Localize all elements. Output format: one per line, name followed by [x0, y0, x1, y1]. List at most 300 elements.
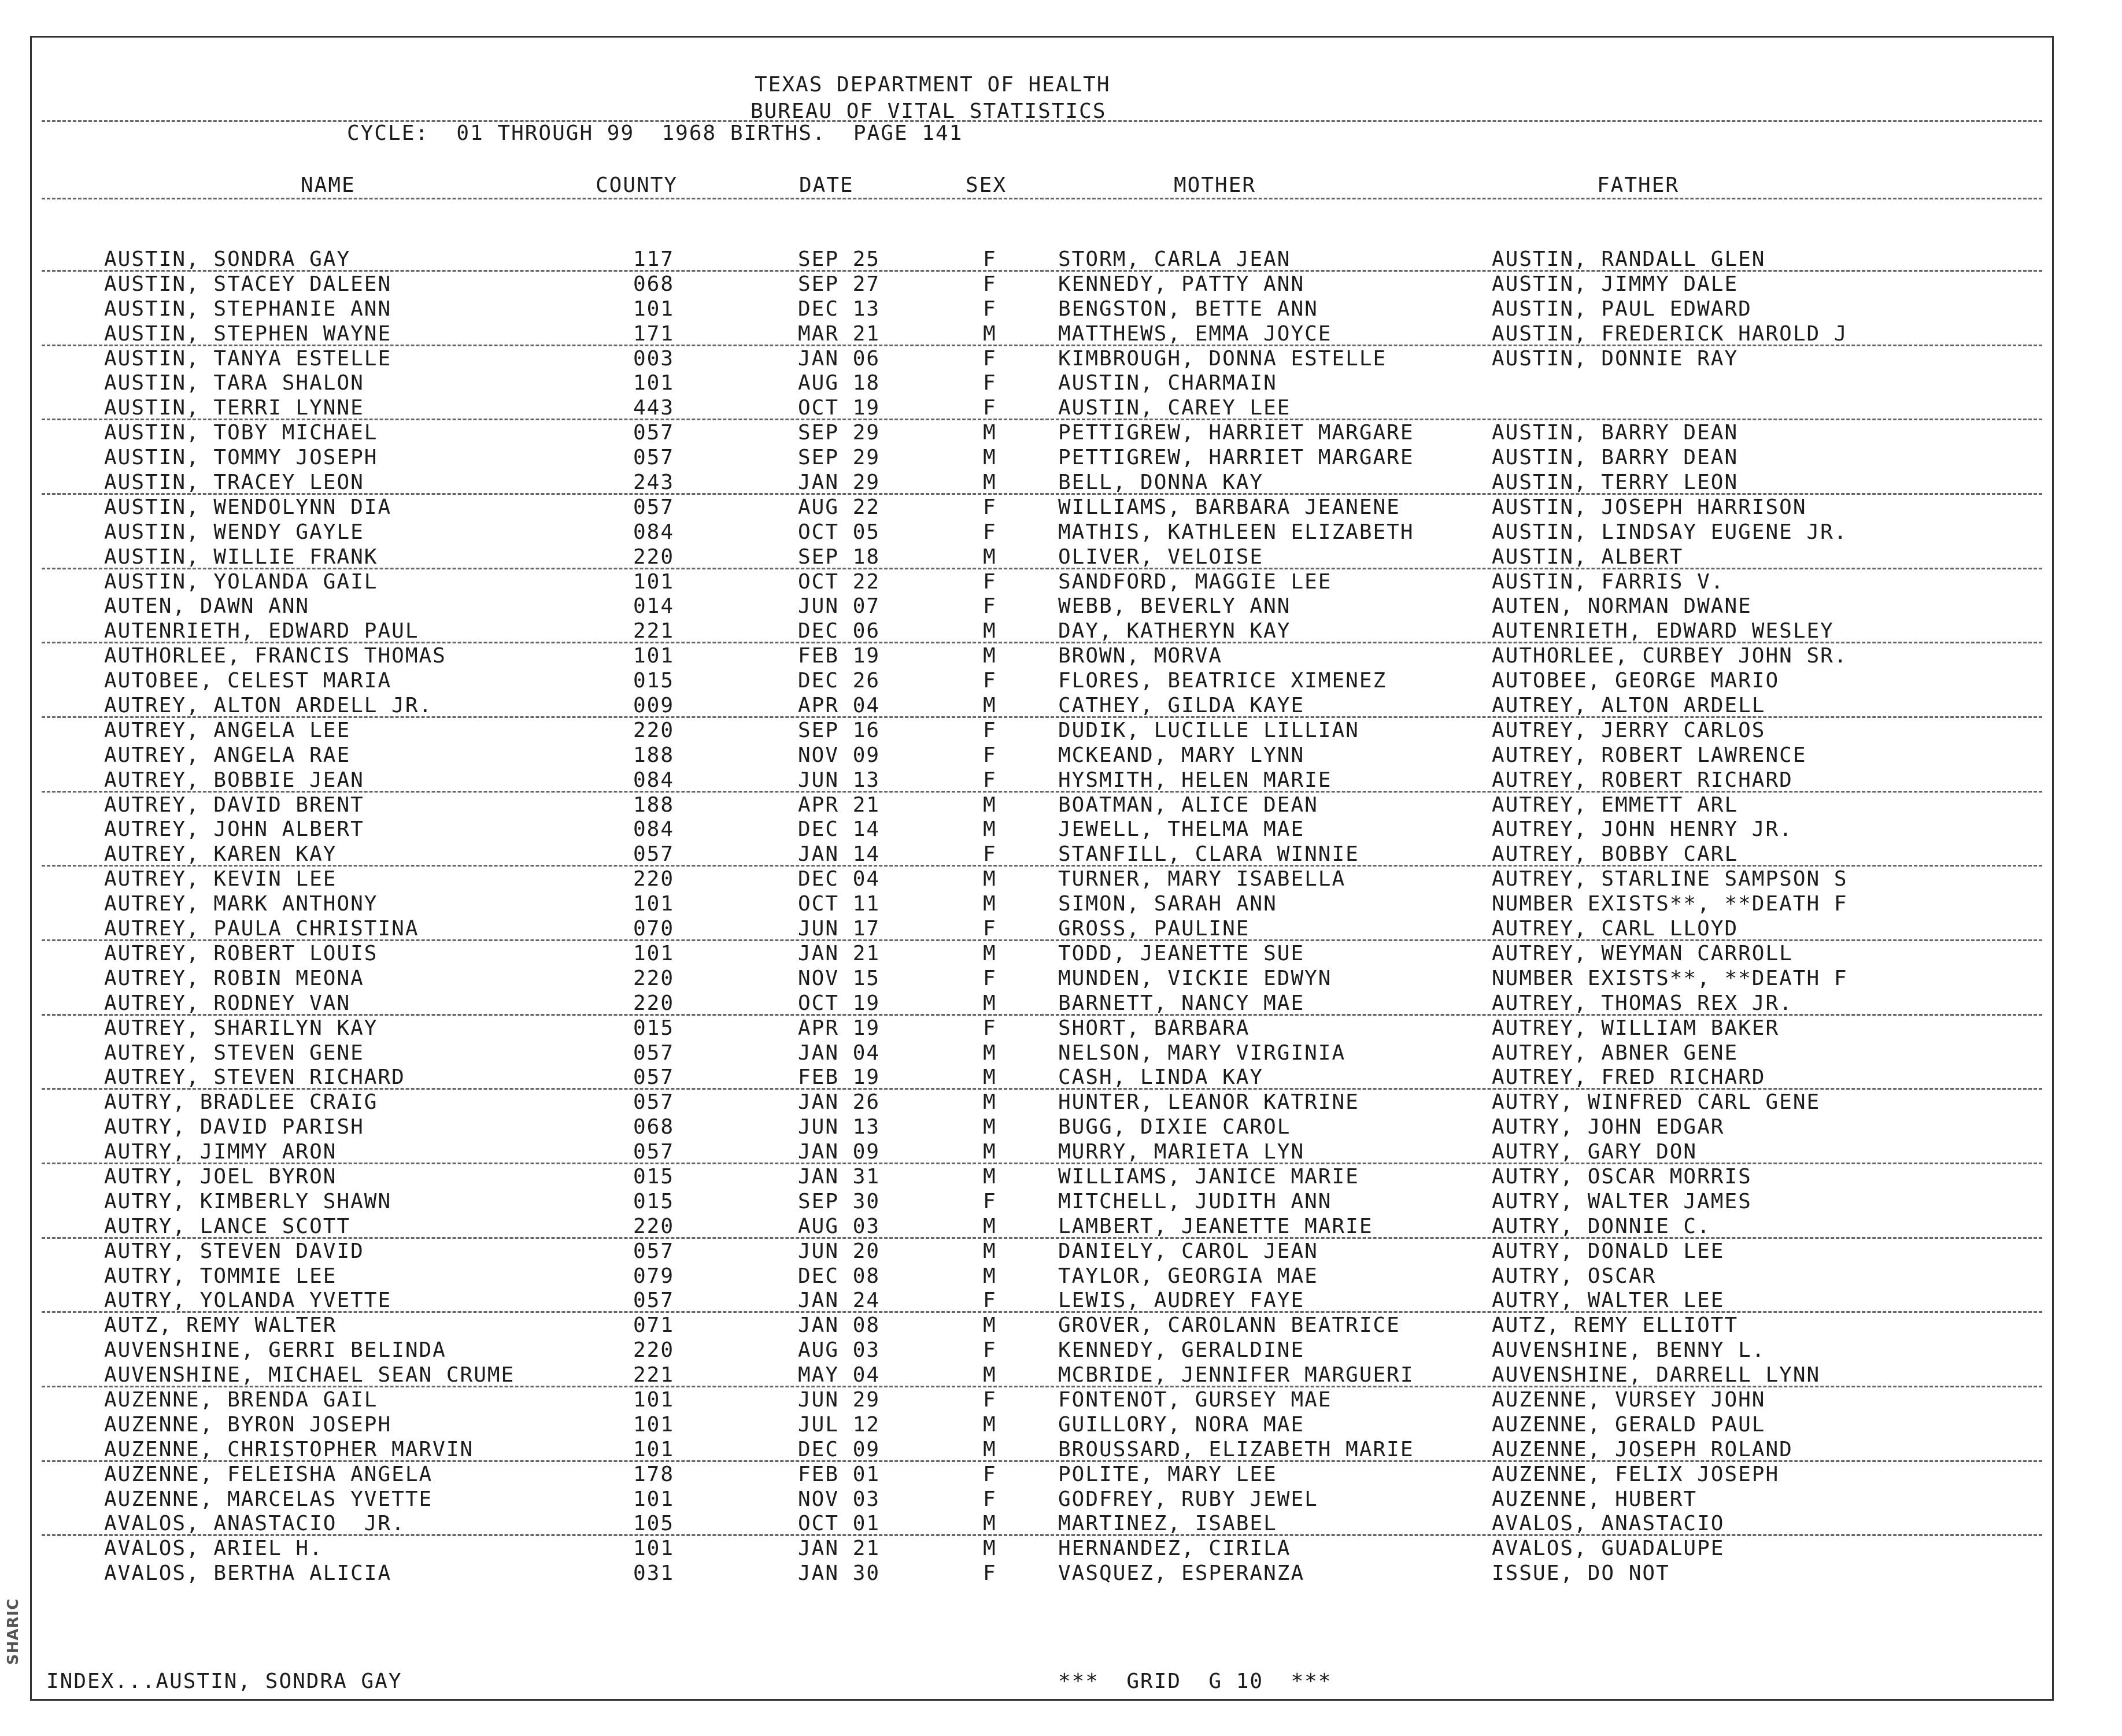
cell-mother: OLIVER, VELOISE	[1058, 545, 1264, 569]
cell-county: 057	[633, 1090, 675, 1115]
cell-date: AUG 03	[798, 1214, 881, 1238]
cell-name: AUVENSHINE, GERRI BELINDA	[104, 1338, 446, 1363]
cell-father: AUTREY, CARL LLOYD	[1492, 917, 1739, 941]
cell-mother: HERNANDEZ, CIRILA	[1058, 1537, 1291, 1561]
cell-county: 057	[633, 1140, 675, 1164]
table-row	[0, 1513, 2122, 1538]
cell-mother: KENNEDY, PATTY ANN	[1058, 272, 1305, 296]
table-row	[0, 472, 2122, 497]
cell-date: APR 21	[798, 793, 881, 817]
cell-name: AUTREY, STEVEN GENE	[104, 1041, 364, 1065]
cell-sex: F	[983, 842, 997, 867]
cell-sex: M	[983, 1090, 997, 1115]
cell-sex: M	[983, 1140, 997, 1164]
cell-father: ISSUE, DO NOT	[1492, 1561, 1670, 1586]
cell-sex: F	[983, 1338, 997, 1363]
column-header-divider	[42, 198, 2042, 199]
cell-sex: M	[983, 1363, 997, 1387]
cell-sex: M	[983, 1164, 997, 1189]
cell-father: AUTREY, ABNER GENE	[1492, 1041, 1739, 1065]
cell-father: NUMBER EXISTS**, **DEATH F	[1492, 892, 1848, 916]
cell-mother: MATTHEWS, EMMA JOYCE	[1058, 321, 1332, 346]
cell-sex: M	[983, 421, 997, 445]
cell-county: 220	[633, 991, 675, 1015]
cell-county: 220	[633, 966, 675, 990]
cell-county: 101	[633, 644, 675, 668]
table-row	[0, 843, 2122, 868]
cell-name: AVALOS, BERTHA ALICIA	[104, 1561, 392, 1586]
cell-name: AUZENNE, CHRISTOPHER MARVIN	[104, 1437, 474, 1461]
cell-sex: M	[983, 1239, 997, 1263]
cell-date: JUN 17	[798, 917, 881, 941]
cell-mother: BOATMAN, ALICE DEAN	[1058, 793, 1318, 817]
cell-father: AUTOBEE, GEORGE MARIO	[1492, 669, 1780, 693]
column-header-county: COUNTY	[596, 173, 678, 197]
table-row	[0, 447, 2122, 472]
cell-name: AUSTIN, STEPHEN WAYNE	[104, 321, 392, 346]
cell-name: AUTRY, JOEL BYRON	[104, 1164, 337, 1189]
cell-county: 015	[633, 669, 675, 693]
cell-date: JUN 29	[798, 1387, 881, 1412]
cell-date: JUN 13	[798, 1115, 881, 1139]
table-row	[0, 1116, 2122, 1141]
bureau-title: BUREAU OF VITAL STATISTICS	[751, 99, 1107, 123]
cell-name: AUTRY, STEVEN DAVID	[104, 1239, 364, 1263]
cell-mother: JEWELL, THELMA MAE	[1058, 817, 1305, 842]
cell-sex: F	[983, 1462, 997, 1486]
column-header-father: FATHER	[1597, 173, 1680, 197]
cell-county: 101	[633, 1537, 675, 1561]
table-row	[0, 1166, 2122, 1191]
cell-sex: F	[983, 1289, 997, 1313]
cell-name: AUTREY, ANGELA LEE	[104, 718, 351, 742]
cell-mother: TURNER, MARY ISABELLA	[1058, 867, 1346, 891]
cell-county: 057	[633, 1065, 675, 1090]
cell-name: AUTRY, JIMMY ARON	[104, 1140, 337, 1164]
cell-date: NOV 15	[798, 966, 881, 990]
cell-name: AUZENNE, BYRON JOSEPH	[104, 1412, 392, 1437]
column-header-sex: SEX	[966, 173, 1007, 197]
page-title: TEXAS DEPARTMENT OF HEALTH	[755, 73, 1111, 97]
cell-father: AUTRY, OSCAR	[1492, 1264, 1657, 1288]
cell-name: AUTOBEE, CELEST MARIA	[104, 669, 392, 693]
cell-date: JAN 09	[798, 1140, 881, 1164]
cell-county: 101	[633, 1412, 675, 1437]
cell-name: AUSTIN, SONDRA GAY	[104, 247, 351, 271]
cell-mother: PETTIGREW, HARRIET MARGARE	[1058, 421, 1414, 445]
cell-sex: M	[983, 545, 997, 569]
cell-father: AUTREY, ALTON ARDELL	[1492, 694, 1766, 718]
cell-mother: MCKEAND, MARY LYNN	[1058, 743, 1305, 767]
cell-county: 071	[633, 1313, 675, 1338]
cell-sex: F	[983, 272, 997, 296]
cell-date: JAN 14	[798, 842, 881, 867]
cell-father: AUTREY, EMMETT ARL	[1492, 793, 1739, 817]
table-row	[0, 397, 2122, 422]
records-table	[0, 249, 2122, 1587]
cell-date: OCT 11	[798, 892, 881, 916]
cell-county: 220	[633, 545, 675, 569]
cell-sex: F	[983, 1189, 997, 1213]
cell-name: AUTREY, JOHN ALBERT	[104, 817, 364, 842]
cell-date: JAN 30	[798, 1561, 881, 1586]
cell-county: 031	[633, 1561, 675, 1586]
table-row	[0, 1290, 2122, 1315]
cell-father: AUSTIN, JIMMY DALE	[1492, 272, 1739, 296]
cell-sex: F	[983, 520, 997, 544]
cell-father: AUTREY, WILLIAM BAKER	[1492, 1016, 1780, 1040]
cell-father: AUVENSHINE, BENNY L.	[1492, 1338, 1766, 1363]
cell-father: AVALOS, ANASTACIO	[1492, 1512, 1725, 1536]
cell-sex: M	[983, 1537, 997, 1561]
cell-sex: F	[983, 1387, 997, 1412]
cell-date: DEC 08	[798, 1264, 881, 1288]
cell-county: 070	[633, 917, 675, 941]
cell-date: JUN 13	[798, 768, 881, 792]
cell-name: AUTRY, LANCE SCOTT	[104, 1214, 351, 1238]
table-row	[0, 1439, 2122, 1464]
cell-date: NOV 09	[798, 743, 881, 767]
cell-name: AUTREY, KAREN KAY	[104, 842, 337, 867]
cell-father: AUTHORLEE, CURBEY JOHN SR.	[1492, 644, 1848, 668]
cell-father: AUSTIN, ALBERT	[1492, 545, 1684, 569]
cell-date: SEP 18	[798, 545, 881, 569]
table-row	[0, 1141, 2122, 1166]
cell-name: AUSTIN, WENDOLYNN DIA	[104, 495, 392, 519]
cell-mother: GUILLORY, NORA MAE	[1058, 1412, 1305, 1437]
cell-county: 188	[633, 793, 675, 817]
cell-mother: TODD, JEANETTE SUE	[1058, 941, 1305, 965]
cell-name: AUTREY, RODNEY VAN	[104, 991, 351, 1015]
cell-mother: DANIELY, CAROL JEAN	[1058, 1239, 1318, 1263]
cell-mother: MITCHELL, JUDITH ANN	[1058, 1189, 1332, 1213]
cell-father: AUTREY, WEYMAN CARROLL	[1492, 941, 1793, 965]
cell-name: AUSTIN, STACEY DALEEN	[104, 272, 392, 296]
side-stamp: SHARIC	[5, 1598, 22, 1665]
table-row	[0, 868, 2122, 893]
cell-mother: AUSTIN, CHARMAIN	[1058, 371, 1277, 395]
table-row	[0, 1042, 2122, 1067]
table-row	[0, 745, 2122, 769]
cell-father: AUTENRIETH, EDWARD WESLEY	[1492, 619, 1834, 643]
cell-date: OCT 19	[798, 991, 881, 1015]
cell-sex: M	[983, 694, 997, 718]
cell-date: SEP 29	[798, 446, 881, 470]
cell-date: JAN 24	[798, 1289, 881, 1313]
cell-father: AUZENNE, VURSEY JOHN	[1492, 1387, 1766, 1412]
cell-name: AUTREY, ROBERT LOUIS	[104, 941, 378, 965]
table-row	[0, 1216, 2122, 1241]
cell-date: OCT 19	[798, 396, 881, 420]
cell-mother: LEWIS, AUDREY FAYE	[1058, 1289, 1305, 1313]
cell-county: 220	[633, 1338, 675, 1363]
cell-name: AUTREY, STEVEN RICHARD	[104, 1065, 405, 1090]
cell-sex: F	[983, 768, 997, 792]
cell-date: JAN 21	[798, 941, 881, 965]
cell-mother: DUDIK, LUCILLE LILLIAN	[1058, 718, 1359, 742]
cell-mother: BENGSTON, BETTE ANN	[1058, 297, 1318, 321]
cell-date: MAR 21	[798, 321, 881, 346]
cell-name: AUSTIN, WENDY GAYLE	[104, 520, 364, 544]
cell-mother: GROVER, CAROLANN BEATRICE	[1058, 1313, 1400, 1338]
table-row	[0, 1191, 2122, 1216]
cell-county: 243	[633, 471, 675, 495]
cell-mother: FONTENOT, GURSEY MAE	[1058, 1387, 1332, 1412]
cell-mother: GROSS, PAULINE	[1058, 917, 1250, 941]
cell-sex: M	[983, 1041, 997, 1065]
cell-name: AUTRY, YOLANDA YVETTE	[104, 1289, 392, 1313]
cell-county: 220	[633, 718, 675, 742]
cell-mother: SANDFORD, MAGGIE LEE	[1058, 569, 1332, 594]
cell-sex: M	[983, 471, 997, 495]
cell-county: 014	[633, 594, 675, 619]
cell-mother: GODFREY, RUBY JEWEL	[1058, 1487, 1318, 1511]
cell-mother: SHORT, BARBARA	[1058, 1016, 1250, 1040]
table-row	[0, 645, 2122, 670]
cell-mother: KIMBROUGH, DONNA ESTELLE	[1058, 346, 1387, 371]
table-row	[0, 968, 2122, 993]
cell-sex: M	[983, 619, 997, 643]
cell-county: 101	[633, 892, 675, 916]
cell-father: AUTREY, BOBBY CARL	[1492, 842, 1739, 867]
cell-father: AUTRY, OSCAR MORRIS	[1492, 1164, 1752, 1189]
cell-name: AUTRY, KIMBERLY SHAWN	[104, 1189, 392, 1213]
cell-name: AUZENNE, MARCELAS YVETTE	[104, 1487, 433, 1511]
cell-father: AUTRY, WALTER JAMES	[1492, 1189, 1752, 1213]
cell-county: 443	[633, 396, 675, 420]
table-row	[0, 422, 2122, 447]
cell-sex: M	[983, 1412, 997, 1437]
cell-name: AUTREY, PAULA CHRISTINA	[104, 917, 419, 941]
cell-mother: STANFILL, CLARA WINNIE	[1058, 842, 1359, 867]
cell-name: AUSTIN, TRACEY LEON	[104, 471, 364, 495]
cell-date: DEC 13	[798, 297, 881, 321]
cell-date: SEP 29	[798, 421, 881, 445]
cell-father: AUZENNE, FELIX JOSEPH	[1492, 1462, 1780, 1486]
table-row	[0, 521, 2122, 546]
table-row	[0, 497, 2122, 521]
cell-county: 178	[633, 1462, 675, 1486]
cell-mother: BROWN, MORVA	[1058, 644, 1223, 668]
cell-date: JUN 07	[798, 594, 881, 619]
cell-name: AUTHORLEE, FRANCIS THOMAS	[104, 644, 446, 668]
cell-sex: M	[983, 321, 997, 346]
cell-name: AUSTIN, STEPHANIE ANN	[104, 297, 392, 321]
cell-name: AVALOS, ANASTACIO JR.	[104, 1512, 405, 1536]
cell-date: FEB 19	[798, 1065, 881, 1090]
cell-father: AUTREY, STARLINE SAMPSON S	[1492, 867, 1848, 891]
cell-county: 079	[633, 1264, 675, 1288]
cell-father: AUTREY, ROBERT LAWRENCE	[1492, 743, 1807, 767]
cell-date: OCT 05	[798, 520, 881, 544]
cell-county: 101	[633, 941, 675, 965]
cell-father: AUTREY, FRED RICHARD	[1492, 1065, 1766, 1090]
cell-father: AVALOS, GUADALUPE	[1492, 1537, 1725, 1561]
table-row	[0, 273, 2122, 298]
cell-county: 105	[633, 1512, 675, 1536]
cell-father: AUSTIN, RANDALL GLEN	[1492, 247, 1766, 271]
cell-father: AUSTIN, LINDSAY EUGENE JR.	[1492, 520, 1848, 544]
cell-father: AUSTIN, TERRY LEON	[1492, 471, 1739, 495]
cell-mother: VASQUEZ, ESPERANZA	[1058, 1561, 1305, 1586]
cell-sex: M	[983, 941, 997, 965]
cell-county: 221	[633, 619, 675, 643]
table-row	[0, 1241, 2122, 1265]
cell-father: AUSTIN, PAUL EDWARD	[1492, 297, 1752, 321]
index-footer: INDEX...AUSTIN, SONDRA GAY	[46, 1670, 402, 1693]
cell-county: 101	[633, 1437, 675, 1461]
table-row	[0, 720, 2122, 745]
cell-father: AUSTIN, BARRY DEAN	[1492, 421, 1739, 445]
header-divider	[42, 120, 2042, 122]
cell-county: 084	[633, 817, 675, 842]
table-row	[0, 1315, 2122, 1339]
cell-name: AUTREY, ALTON ARDELL JR.	[104, 694, 433, 718]
cell-name: AUTRY, DAVID PARISH	[104, 1115, 364, 1139]
cell-county: 015	[633, 1164, 675, 1189]
cell-sex: M	[983, 1115, 997, 1139]
cell-mother: WEBB, BEVERLY ANN	[1058, 594, 1291, 619]
cell-mother: POLITE, MARY LEE	[1058, 1462, 1277, 1486]
cell-mother: MCBRIDE, JENNIFER MARGUERI	[1058, 1363, 1414, 1387]
table-row	[0, 1017, 2122, 1042]
table-row	[0, 819, 2122, 843]
cell-sex: M	[983, 1264, 997, 1288]
cell-father: AUSTIN, FARRIS V.	[1492, 569, 1725, 594]
cell-date: AUG 18	[798, 371, 881, 395]
cell-mother: AUSTIN, CAREY LEE	[1058, 396, 1291, 420]
table-row	[0, 298, 2122, 323]
cell-mother: CASH, LINDA KAY	[1058, 1065, 1264, 1090]
cell-name: AUTREY, BOBBIE JEAN	[104, 768, 364, 792]
cell-father: NUMBER EXISTS**, **DEATH F	[1492, 966, 1848, 990]
cell-sex: F	[983, 495, 997, 519]
cell-mother: TAYLOR, GEORGIA MAE	[1058, 1264, 1318, 1288]
cell-sex: M	[983, 1512, 997, 1536]
cell-mother: MARTINEZ, ISABEL	[1058, 1512, 1277, 1536]
cell-county: 101	[633, 569, 675, 594]
cell-sex: F	[983, 371, 997, 395]
cell-sex: M	[983, 1313, 997, 1338]
cell-name: AUTREY, ANGELA RAE	[104, 743, 351, 767]
cell-father: AUTREY, JERRY CARLOS	[1492, 718, 1766, 742]
cell-name: AUTEN, DAWN ANN	[104, 594, 310, 619]
cell-date: FEB 01	[798, 1462, 881, 1486]
cell-name: AUSTIN, TOBY MICHAEL	[104, 421, 378, 445]
cell-name: AUTREY, MARK ANTHONY	[104, 892, 378, 916]
cell-father: AUZENNE, GERALD PAUL	[1492, 1412, 1766, 1437]
column-header-mother: MOTHER	[1174, 173, 1256, 197]
cell-name: AUZENNE, BRENDA GAIL	[104, 1387, 378, 1412]
cell-date: JAN 29	[798, 471, 881, 495]
grid-footer: *** GRID G 10 ***	[1058, 1670, 1332, 1693]
cell-father: AUTRY, GARY DON	[1492, 1140, 1698, 1164]
cell-sex: M	[983, 644, 997, 668]
cell-date: SEP 25	[798, 247, 881, 271]
cell-county: 068	[633, 272, 675, 296]
cell-father: AUZENNE, JOSEPH ROLAND	[1492, 1437, 1793, 1461]
cell-name: AUTREY, KEVIN LEE	[104, 867, 337, 891]
cell-mother: CATHEY, GILDA KAYE	[1058, 694, 1305, 718]
cell-county: 015	[633, 1016, 675, 1040]
cell-mother: SIMON, SARAH ANN	[1058, 892, 1277, 916]
table-row	[0, 1538, 2122, 1563]
table-row	[0, 1563, 2122, 1587]
table-row	[0, 1389, 2122, 1414]
cell-sex: F	[983, 569, 997, 594]
cell-sex: M	[983, 793, 997, 817]
table-row	[0, 1067, 2122, 1091]
cell-sex: F	[983, 346, 997, 371]
cell-name: AUSTIN, YOLANDA GAIL	[104, 569, 378, 594]
table-row	[0, 348, 2122, 373]
cell-county: 057	[633, 495, 675, 519]
cell-date: OCT 22	[798, 569, 881, 594]
cycle-line: CYCLE: 01 THROUGH 99 1968 BIRTHS. PAGE 141	[347, 121, 963, 145]
cell-county: 009	[633, 694, 675, 718]
cell-sex: F	[983, 917, 997, 941]
cell-mother: MURRY, MARIETA LYN	[1058, 1140, 1305, 1164]
cell-date: AUG 03	[798, 1338, 881, 1363]
cell-father: AUTRY, JOHN EDGAR	[1492, 1115, 1725, 1139]
cell-county: 101	[633, 371, 675, 395]
cell-father: AUVENSHINE, DARRELL LYNN	[1492, 1363, 1821, 1387]
cell-date: DEC 14	[798, 817, 881, 842]
cell-sex: F	[983, 1016, 997, 1040]
cell-date: APR 19	[798, 1016, 881, 1040]
cell-sex: F	[983, 1561, 997, 1586]
cell-county: 015	[633, 1189, 675, 1213]
cell-county: 057	[633, 1239, 675, 1263]
cell-date: FEB 19	[798, 644, 881, 668]
cell-name: AVALOS, ARIEL H.	[104, 1537, 323, 1561]
cell-mother: NELSON, MARY VIRGINIA	[1058, 1041, 1346, 1065]
cell-name: AUSTIN, WILLIE FRANK	[104, 545, 378, 569]
cell-date: SEP 30	[798, 1189, 881, 1213]
cell-county: 084	[633, 768, 675, 792]
cell-mother: HUNTER, LEANOR KATRINE	[1058, 1090, 1359, 1115]
cell-sex: F	[983, 966, 997, 990]
cell-mother: BROUSSARD, ELIZABETH MARIE	[1058, 1437, 1414, 1461]
cell-mother: BELL, DONNA KAY	[1058, 471, 1264, 495]
cell-father: AUZENNE, HUBERT	[1492, 1487, 1698, 1511]
cell-father: AUTZ, REMY ELLIOTT	[1492, 1313, 1739, 1338]
cell-date: JAN 04	[798, 1041, 881, 1065]
table-row	[0, 794, 2122, 819]
table-row	[0, 893, 2122, 918]
cell-sex: F	[983, 247, 997, 271]
cell-date: JAN 26	[798, 1090, 881, 1115]
column-header-date: DATE	[799, 173, 854, 197]
cell-mother: LAMBERT, JEANETTE MARIE	[1058, 1214, 1373, 1238]
cell-date: DEC 06	[798, 619, 881, 643]
cell-county: 057	[633, 1289, 675, 1313]
table-row	[0, 1265, 2122, 1290]
cell-father: AUTRY, DONALD LEE	[1492, 1239, 1725, 1263]
cell-date: JAN 08	[798, 1313, 881, 1338]
cell-name: AUSTIN, TANYA ESTELLE	[104, 346, 392, 371]
table-row	[0, 695, 2122, 720]
cell-father: AUSTIN, FREDERICK HAROLD J	[1492, 321, 1848, 346]
cell-county: 057	[633, 842, 675, 867]
cell-county: 221	[633, 1363, 675, 1387]
table-row	[0, 249, 2122, 273]
cell-father: AUSTIN, DONNIE RAY	[1492, 346, 1739, 371]
cell-name: AUTREY, DAVID BRENT	[104, 793, 364, 817]
cell-name: AUSTIN, TERRI LYNNE	[104, 396, 364, 420]
cell-sex: M	[983, 1065, 997, 1090]
cell-father: AUTRY, DONNIE C.	[1492, 1214, 1711, 1238]
